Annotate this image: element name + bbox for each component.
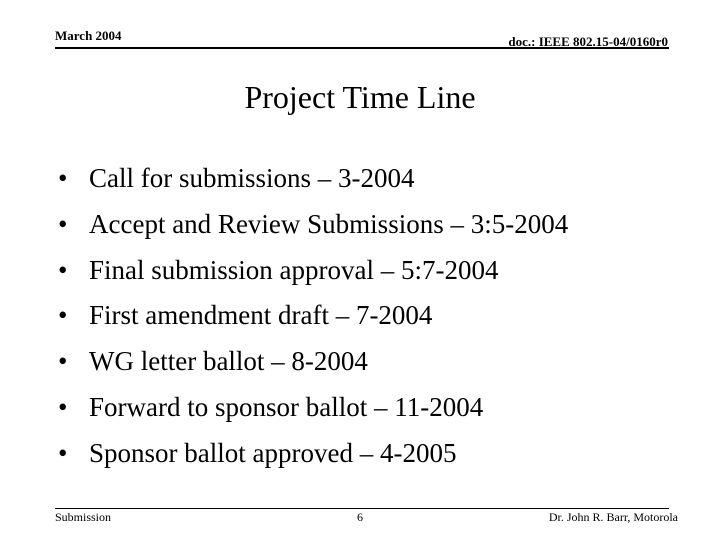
bullet-text: Call for submissions – 3-2004	[89, 163, 415, 193]
header-date: March 2004	[55, 28, 122, 43]
bullet-item	[58, 438, 568, 484]
bullet-dot: •	[58, 391, 68, 422]
bullet-text: Accept and Review Submissions – 3:5-2004	[89, 208, 569, 239]
header-divider	[55, 47, 669, 49]
bullet-text: Sponsor ballot approved – 4-2005	[89, 437, 457, 468]
footer-page-number: 6	[357, 510, 363, 524]
bullet-item	[58, 392, 568, 438]
bullet-item	[58, 255, 568, 301]
bullet-dot: •	[58, 163, 68, 193]
bullet-text: Forward to sponsor ballot – 11-2004	[89, 391, 484, 422]
bullet-dot: •	[58, 437, 68, 468]
bullet-text: WG letter ballot – 8-2004	[89, 346, 368, 377]
bullet-dot: •	[58, 254, 68, 285]
footer-divider	[55, 508, 669, 509]
header-doc-id: doc.: IEEE 802.15-04/0160r0	[508, 34, 668, 49]
bullet-text: Final submission approval – 5:7-2004	[89, 254, 499, 285]
bullet-dot: •	[58, 346, 68, 377]
footer-author: Dr. John R. Barr, Motorola	[548, 510, 678, 524]
bullet-item	[58, 300, 568, 346]
footer-submission: Submission	[55, 510, 112, 524]
bullet-dot: •	[58, 208, 68, 239]
bullet-text: First amendment draft – 7-2004	[89, 300, 433, 331]
bullet-item	[58, 346, 568, 392]
bullet-list	[58, 163, 568, 484]
bullet-dot: •	[58, 300, 68, 331]
slide-title: Project Time Line	[244, 79, 476, 115]
bullet-item	[58, 209, 568, 255]
bullet-item	[58, 163, 568, 209]
